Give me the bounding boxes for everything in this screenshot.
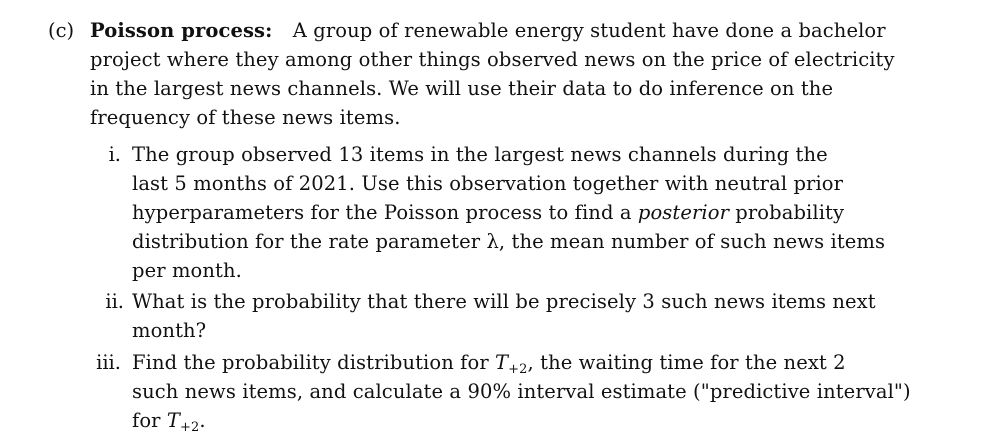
item-i-line-1: The group observed 13 items in the largest news channels during the: [132, 143, 828, 166]
item-iii-line-3-b: .: [199, 409, 206, 432]
intro-line-1: [90, 16, 886, 45]
t-symbol: T: [495, 351, 509, 374]
item-ii-label: ii.: [105, 290, 124, 313]
item-i-line-2: last 5 months of 2021. Use this observation together with neutral prior: [132, 172, 844, 195]
item-iii-label: iii.: [96, 351, 121, 374]
intro-line-4: frequency of these news items.: [90, 106, 401, 129]
item-i-line-3-a: hyperparameters for the Poisson process to find a: [132, 201, 638, 224]
item-iii-line-1-a: Find the probability distribution for: [132, 351, 496, 374]
item-i-line-4: distribution for the rate parameter λ, the mean number of such news items: [132, 230, 886, 253]
item-iii-line-3: [132, 406, 206, 435]
item-i-label: i.: [108, 143, 121, 166]
item-iii-line-1-b: , the waiting time for the next 2: [527, 351, 846, 374]
intro-line-2: project where they among other things observed news on the price of electricity: [90, 48, 895, 71]
item-iii-line-1: [132, 348, 846, 377]
item-iii-line-2: such news items, and calculate a 90% interval estimate ("predictive interval"): [132, 380, 911, 403]
item-i-line-3-b: probability: [729, 201, 845, 224]
t-symbol-2: T: [166, 409, 180, 432]
intro-line-3: in the largest news channels. We will use their data to do inference on the: [90, 77, 834, 100]
item-ii-line-2: month?: [132, 319, 207, 342]
t-subscript: +2: [508, 362, 528, 377]
item-iii-line-3-a: for: [132, 409, 167, 432]
intro-text-1: A group of renewable energy student have done a bachelor: [292, 19, 886, 42]
item-i-line-5: per month.: [132, 259, 242, 282]
t-subscript-2: +2: [180, 420, 200, 435]
posterior-emphasis: posterior: [637, 201, 729, 224]
item-ii-line-1: What is the probability that there will be precisely 3 such news items next: [132, 290, 876, 313]
item-i-line-3: [132, 198, 844, 227]
part-label: (c): [48, 19, 75, 42]
part-heading: Poisson process:: [90, 19, 273, 42]
